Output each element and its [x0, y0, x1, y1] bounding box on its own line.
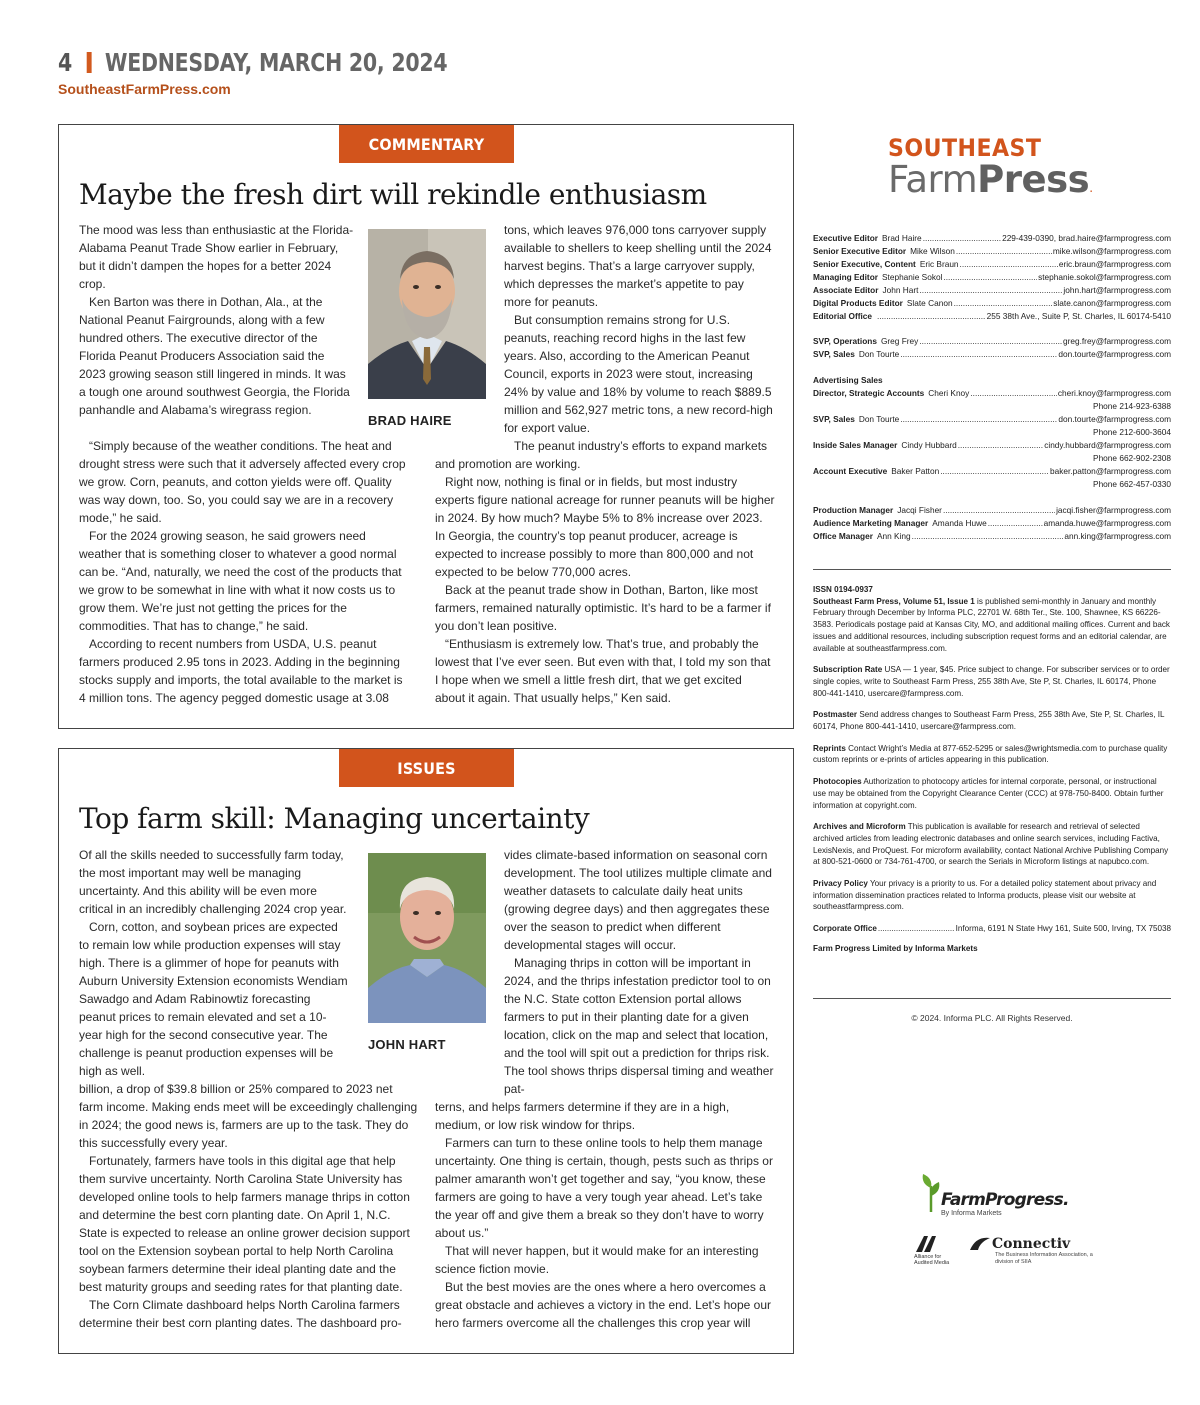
- divider: [813, 998, 1171, 999]
- article-column-1-top: [79, 221, 354, 437]
- section-tag: COMMENTARY: [339, 125, 514, 163]
- staff-contact[interactable]: greg.frey@farmprogress.com: [1062, 336, 1171, 346]
- copyright-notice: © 2024. Informa PLC. All Rights Reserved.: [911, 1013, 1073, 1023]
- article-column-1-bottom: [79, 1080, 419, 1332]
- staff-row: Director, Strategic Accounts Cheri Knoy ..... cheri.knoy@farmprogress.com: [813, 387, 1171, 400]
- aam-logo: Alliance for Audited Media: [914, 1236, 954, 1266]
- author-byline: BRAD HAIRE: [368, 413, 452, 428]
- advertising-heading: Advertising Sales: [813, 375, 883, 385]
- staff-row: Digital Products Editor Slate Canon ..... slate.canon@farmprogress.com: [813, 297, 1171, 310]
- staff-phone: Phone 662-902-2308: [1093, 453, 1171, 463]
- paragraph: and promotion are working.: [435, 457, 581, 471]
- staff-row: SVP, Sales Don Tourte ..... don.tourte@farmprogress.com: [813, 413, 1171, 426]
- staff-row: Senior Executive Editor Mike Wilson ..... mike.wilson@farmprogress.com: [813, 245, 1171, 258]
- staff-row: Associate Editor John Hart ..... john.hart@farmprogress.com: [813, 284, 1171, 297]
- paragraph: Ken Barton was there in Dothan, Ala., at the National Peanut Fairgrounds, along with a few hundred others. The executive director of the Florida Peanut Producers Association said the 2023 growing season still lingered in minds. It was a tough one around southwest Georgia, the Florida panhandle and Alabama’s wiregrass region.: [79, 295, 350, 417]
- commentary-article: [58, 124, 794, 729]
- advertising-sales-section: [813, 374, 1171, 491]
- paragraph: tons, which leaves 976,000 tons carryover supply available to shellers to keep shelling until the 2024 harvest begins. That’s a large carryover supply, which depresses the market’s appetite to pay more for peanuts.: [504, 223, 772, 309]
- farm-progress-logo: FarmProgress. By Informa Markets: [921, 1172, 1069, 1217]
- staff-contact[interactable]: don.tourte@farmprogress.com: [1058, 349, 1171, 359]
- staff-phone: Phone 214-923-6388: [1093, 401, 1171, 411]
- author-photo: [368, 229, 486, 399]
- paragraph: According to recent numbers from USDA, U.S. peanut farmers produced 2.95 tons in 2023. Adding in the beginning stocks supply and imports, the total available to the market is 4 million tons. The agency pegged domestic usage at 3.08: [79, 637, 403, 705]
- staff-contact[interactable]: 255 38th Ave., Suite P, St. Charles, IL 60174-5410: [986, 311, 1171, 321]
- article-column-2-bottom: [435, 1098, 775, 1332]
- logo-line-1: SOUTHEAST: [888, 134, 1042, 162]
- paragraph: Managing thrips in cotton will be important in 2024, and the thrips infestation predictor tool to on the N.C. State cotton Extension portal allows farmers to put in their planting date for a given location, click on the map and select that location, and the tool will spit out a prediction for thrips risk. The tool shows thrips dispersal timing and weather pat-: [504, 956, 774, 1096]
- paragraph: For the 2024 growing season, he said growers need weather that is something closer to whatever a good normal can be. “And, naturally, we need the cost of the products that we grow to be somewhat in line with what it now costs us to grow them. We’re just not getting the prices for the commodities. That has to change,” he said.: [79, 529, 402, 633]
- publication-statement: Southeast Farm Press, Volume 51, Issue 1 is published semi-monthly in January and monthly February through December by Informa PLC, 22701 W. 68th Ter., Ste. 100, Shawnee, KS 66226-3583. Periodicals postage paid at Kansas City, MO, and additional mailing offices. Current and back issues and additional resources, including subscription request forms and an editorial calendar, are available at southeastfarmpress.com.: [813, 596, 1170, 653]
- article-column-1-bottom: [79, 437, 407, 707]
- article-headline: Top farm skill: Managing uncertainty: [79, 802, 590, 835]
- article-column-2-top: [504, 846, 774, 1098]
- divider: [813, 569, 1171, 570]
- connectiv-icon: [968, 1236, 992, 1252]
- corporate-office: Corporate Office ..... Informa, 6191 N State Hwy 161, Suite 500, Irving, TX 75038: [813, 923, 1171, 935]
- paragraph: The Corn Climate dashboard helps North Carolina farmers determine their best corn planting dates. The dashboard pro-: [79, 1298, 402, 1330]
- paragraph: Right now, nothing is final or in fields, but most industry experts figure national acreage for runner peanuts will be higher in 2024. By how much? Maybe 5% to 8% increase over 2023. In Georgia, the country’s top peanut producer, acreage is expected to increase possibly to more than 800,000 and not expected to be below 770,000 acres.: [435, 475, 775, 579]
- staff-editorial-list: [813, 232, 1171, 323]
- staff-contact[interactable]: cheri.knoy@farmprogress.com: [1057, 388, 1171, 398]
- website-link[interactable]: SoutheastFarmPress.com: [58, 81, 231, 97]
- staff-row: SVP, Sales Don Tourte ..... don.tourte@farmprogress.com: [813, 348, 1171, 361]
- paragraph: The mood was less than enthusiastic at the Florida-Alabama Peanut Trade Show earlier in February, but it didn’t dampen the hopes for a better 2024 crop.: [79, 223, 354, 291]
- paragraph: Farmers can turn to these online tools to help them manage uncertainty. One thing is certain, though, pests such as thrips or palmer amaranth won’t get together and say, “you know, these farmers are going to have a very tough year ahead. Let’s take the year off and give them a break so they don’t have to worry about us.”: [435, 1136, 773, 1240]
- paragraph: “Simply because of the weather conditions. The heat and drought stress were such that it adversely affected every crop we grow. Corn, peanuts, and cotton yields were off. Quality was way down, too. So, you could say we are in a recovery mode,” he said.: [79, 439, 406, 525]
- staff-contact[interactable]: amanda.huwe@farmprogress.com: [1043, 518, 1171, 528]
- staff-row: Executive Editor Brad Haire ..... 229-439-0390, brad.haire@farmprogress.com: [813, 232, 1171, 245]
- staff-row: Audience Marketing Manager Amanda Huwe ..... amanda.huwe@farmprogress.com: [813, 517, 1171, 530]
- info-block: Photocopies Authorization to photocopy articles for internal corporate, personal, or instructional use may be obtained from the Copyright Clearance Center (CCC) at 978-750-8400. Obtain further information at copyright.com.: [813, 777, 1164, 810]
- paragraph: Of all the skills needed to successfully farm today, the most important may well be managing uncertainty. And this ability will be even more critical in an incredibly challenging 2024 crop year.: [79, 848, 347, 916]
- publication-info: [813, 584, 1171, 955]
- page-number: 4: [58, 48, 73, 77]
- staff-row: Inside Sales Manager Cindy Hubbard ..... cindy.hubbard@farmprogress.com: [813, 439, 1171, 452]
- staff-contact[interactable]: jacqi.fisher@farmprogress.com: [1056, 505, 1171, 515]
- paragraph: billion, a drop of $39.8 billion or 25% compared to 2023 net farm income. Making ends meet will be exceedingly challenging in 2024; the good news is, farmers are up to the task. They do this successfully every year.: [79, 1082, 418, 1150]
- issues-article: [58, 748, 794, 1354]
- staff-phone: Phone 662-457-0330: [1093, 479, 1171, 489]
- info-blocks: [813, 664, 1171, 913]
- staff-advertising-list: [813, 387, 1171, 491]
- article-column-1-top: [79, 846, 349, 1080]
- staff-contact[interactable]: stephanie.sokol@farmprogress.com: [1038, 272, 1171, 282]
- paragraph: Back at the peanut trade show in Dothan, Barton, like most farmers, remained naturally optimistic. It’s hard to be a farmer if you don’t lean positive.: [435, 583, 771, 633]
- staff-row: Office Manager Ann King ..... ann.king@farmprogress.com: [813, 530, 1171, 543]
- author-byline: JOHN HART: [368, 1037, 446, 1052]
- staff-row: Managing Editor Stephanie Sokol ..... stephanie.sokol@farmprogress.com: [813, 271, 1171, 284]
- staff-row: Account Executive Baker Patton ..... baker.patton@farmprogress.com: [813, 465, 1171, 478]
- paragraph: But the best movies are the ones where a hero overcomes a great obstacle and achieves a victory in the end. Let’s hope our hero farmers overcome all the challenges this crop year will: [435, 1280, 771, 1330]
- farm-progress-limited: Farm Progress Limited by Informa Markets: [813, 943, 978, 953]
- article-column-2-top: [504, 221, 774, 455]
- staff-contact[interactable]: 229-439-0390, brad.haire@farmprogress.com: [1002, 233, 1171, 243]
- info-block: Archives and Microform This publication is available for research and retrieval of selected archived articles from leading electronic databases and online search services, including Factiva, LexisNexis, and ProQuest. For microform availability, contact National Archive Publishing Company at 800-521-0600 or 734-761-4700, or search the Serials in Microform listings at napubco.com.: [813, 822, 1169, 867]
- staff-row: Production Manager Jacqi Fisher ..... jacqi.fisher@farmprogress.com: [813, 504, 1171, 517]
- staff-row: SVP, Operations Greg Frey ..... greg.frey@farmprogress.com: [813, 335, 1171, 348]
- article-column-2-bottom: [435, 455, 775, 707]
- staff-contact[interactable]: ann.king@farmprogress.com: [1064, 531, 1171, 541]
- info-block: Postmaster Send address changes to Southeast Farm Press, 255 38th Ave, Ste P, St. Charles, IL 60174, Phone 800-441-1410, usercare@farmpress.com.: [813, 710, 1165, 732]
- issn: ISSN 0194-0937: [813, 585, 873, 594]
- separator-bar: [87, 52, 92, 73]
- aam-icon: [914, 1236, 942, 1252]
- staff-svp-list: [813, 335, 1171, 361]
- staff-row: Senior Executive, Content Eric Braun ..... eric.braun@farmprogress.com: [813, 258, 1171, 271]
- info-block: Privacy Policy Your privacy is a priority to us. For a detailed policy statement about privacy and information dissemination practices related to Informa products, please visit our website at southeastfarmpress.com.: [813, 879, 1157, 912]
- paragraph: Corn, cotton, and soybean prices are expected to remain low while production expenses will stay high. There is a glimmer of hope for peanuts with Auburn University Extension economists Wendiam Sawadgo and Adam Rabinowtiz forecasting peanut prices to remain elevated and set a 10-year high for the second consecutive year. The challenge is peanut production expenses will be high as well.: [79, 920, 348, 1078]
- author-photo: [368, 853, 486, 1023]
- staff-contact[interactable]: baker.patton@farmprogress.com: [1050, 466, 1171, 476]
- paragraph: That will never happen, but it would make for an interesting science fiction movie.: [435, 1244, 759, 1276]
- paragraph: But consumption remains strong for U.S. peanuts, reaching record highs in the last few years. Also, according to the American Peanut Council, exports in 2023 were stout, increasing 24% by value and 18% by volume to reach $889.5 million and 562,927 metric tons, a new record-high for export value.: [504, 313, 773, 435]
- issue-date: WEDNESDAY, MARCH 20, 2024: [104, 48, 448, 77]
- section-tag: ISSUES: [339, 749, 514, 787]
- leaf-icon: [919, 1172, 941, 1212]
- info-block: Subscription Rate USA — 1 year, $45. Price subject to change. For subscriber services or to order single copies, write to Southeast Farm Press, 255 38th Ave, Ste P, St. Charles, IL 60174, Phone 800-441-1410, usercare@farmpress.com.: [813, 665, 1170, 698]
- paragraph: terns, and helps farmers determine if they are in a high, medium, or low risk window for thrips.: [435, 1100, 730, 1132]
- staff-contact[interactable]: john.hart@farmprogress.com: [1063, 285, 1171, 295]
- logo-line-2: FarmPress.: [888, 158, 1093, 201]
- staff-phone: Phone 212-600-3604: [1093, 427, 1171, 437]
- staff-contact[interactable]: mike.wilson@farmprogress.com: [1052, 246, 1171, 256]
- staff-production-list: [813, 504, 1171, 543]
- article-headline: Maybe the fresh dirt will rekindle enthusiasm: [79, 178, 707, 211]
- staff-contact[interactable]: slate.canon@farmprogress.com: [1053, 298, 1171, 308]
- paragraph: vides climate-based information on seasonal corn development. The tool utilizes multiple climate and weather datasets to calculate daily heat units (growing degree days) and then aggregates these over the season to predict when different developmental stages will occur.: [504, 848, 772, 952]
- staff-contact[interactable]: eric.braun@farmprogress.com: [1058, 259, 1171, 269]
- masthead: [58, 48, 533, 97]
- paragraph: The peanut industry’s efforts to expand markets: [514, 439, 768, 453]
- paragraph: “Enthusiasm is extremely low. That’s true, and probably the lowest that I’ve ever seen. But even with that, I told my son that I hope when we smell a little fresh dirt, that we get excited about it again. That usually helps,” Ken said.: [435, 637, 771, 705]
- staff-contact[interactable]: cindy.hubbard@farmprogress.com: [1044, 440, 1171, 450]
- staff-contact[interactable]: don.tourte@farmprogress.com: [1058, 414, 1171, 424]
- staff-row: Editorial Office ..... 255 38th Ave., Suite P, St. Charles, IL 60174-5410: [813, 310, 1171, 323]
- paragraph: Fortunately, farmers have tools in this digital age that help them survive uncertainty. North Carolina State University has developed online tools to help farmers manage thrips in cotton and determine the best corn planting date. On April 1, N.C. State is expected to release an online grower decision support tool on the Extension soybean portal to help North Carolina soybean farmers determine their ideal planting date and the best maturity groups and seeding rates for that planting date.: [79, 1154, 410, 1294]
- info-block: Reprints Contact Wright’s Media at 877-652-5295 or sales@wrightsmedia.com to purchase quality custom reprints or e-prints of articles appearing in this publication.: [813, 743, 1168, 765]
- connectiv-logo: Connectiv The Business Information Association, a division of SIIA: [968, 1236, 1105, 1266]
- southeast-farm-press-logo: [888, 134, 1093, 201]
